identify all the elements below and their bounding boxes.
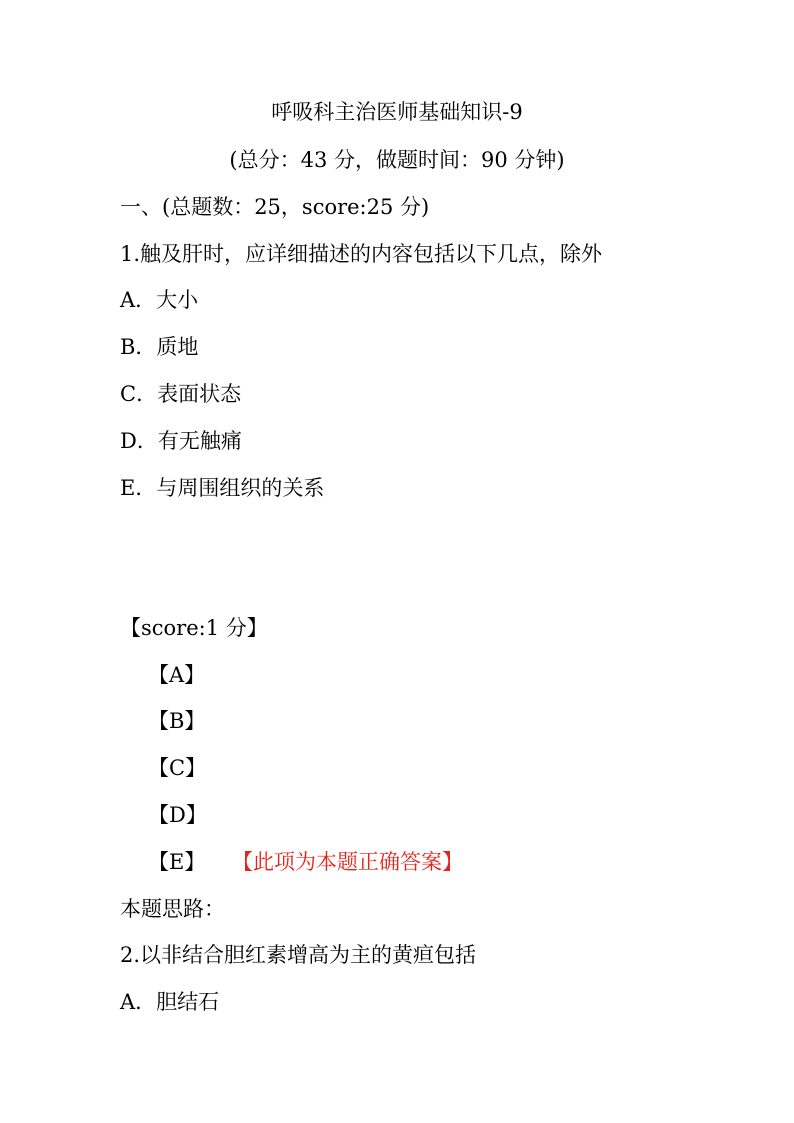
question-1-stem: 1.触及肝时，应详细描述的内容包括以下几点，除外 xyxy=(120,242,603,266)
question-1-option-d: D．有无触痛 xyxy=(120,429,242,453)
section-heading: 一、(总题数：25，score:25 分) xyxy=(120,195,430,219)
exam-info: (总分：43 分，做题时间：90 分钟) xyxy=(229,148,565,172)
question-1-score: 【score:1 分】 xyxy=(120,616,268,640)
explanation-label: 本题思路： xyxy=(120,897,225,921)
question-2-stem: 2.以非结合胆红素增高为主的黄疸包括 xyxy=(120,943,477,967)
question-1-option-c: C．表面状态 xyxy=(120,382,242,406)
document-title: 呼吸科主治医师基础知识-9 xyxy=(271,100,523,124)
answer-mark-a: 【A】 xyxy=(148,663,206,687)
question-1-option-a: A．大小 xyxy=(120,288,199,312)
correct-answer-note: 【此项为本题正确答案】 xyxy=(232,850,463,874)
question-1-option-e: E．与周围组织的关系 xyxy=(120,476,325,500)
answer-mark-d: 【D】 xyxy=(148,803,207,827)
answer-mark-c: 【C】 xyxy=(148,756,207,780)
answer-mark-b: 【B】 xyxy=(148,709,206,733)
question-2-option-a: A．胆结石 xyxy=(120,990,220,1014)
question-1-option-b: B．质地 xyxy=(120,335,199,359)
answer-mark-e: 【E】 xyxy=(148,850,206,874)
